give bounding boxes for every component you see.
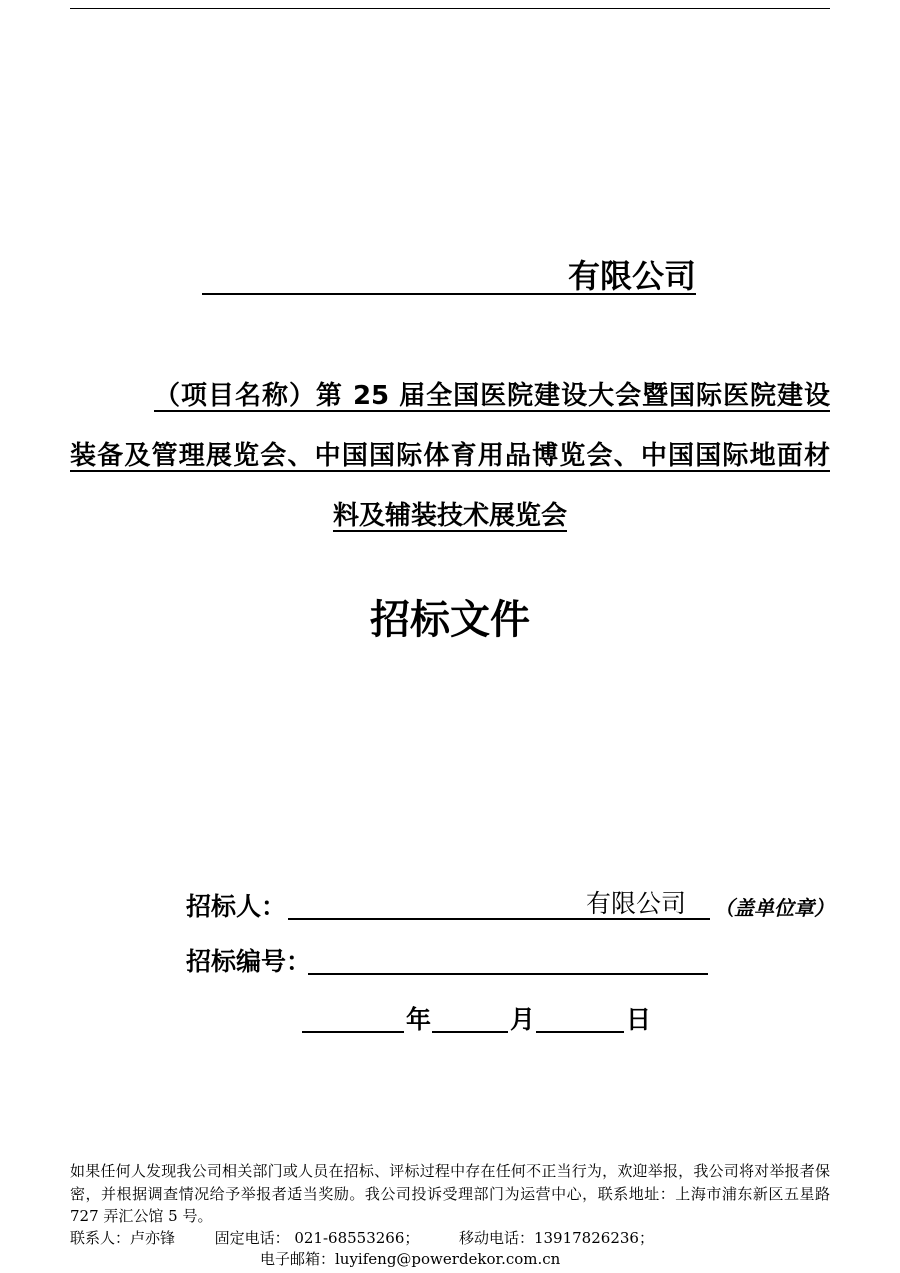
month-unit: 月 bbox=[510, 1005, 536, 1034]
seal-note: （盖单位章） bbox=[714, 896, 834, 920]
day-unit: 日 bbox=[626, 1005, 652, 1034]
year-blank bbox=[302, 1031, 404, 1033]
top-rule bbox=[70, 8, 830, 9]
landline-phone: 固定电话： 021-68553266； bbox=[214, 1229, 420, 1247]
project-name-line-2: 装备及管理展览会、中国国际体育用品博览会、中国国际地面材 bbox=[70, 441, 830, 471]
project-name bbox=[70, 366, 830, 546]
contact-email: 电子邮箱：luyifeng@powerdekor.com.cn bbox=[260, 1250, 561, 1268]
day-blank bbox=[536, 1031, 624, 1033]
tenderer-label: 招标人： bbox=[186, 892, 287, 921]
tender-number-blank bbox=[308, 973, 708, 975]
month-blank bbox=[432, 1031, 508, 1033]
complaint-notice: 如果任何人发现我公司相关部门或人员在招标、评标过程中存在任何不正当行为，欢迎举报，我公司将对举报者保密，并根据调查情况给予举报者适当奖励。我公司投诉受理部门为运营中心，联系地址：上海市浦东新区五星路 727 弄汇公馆 5 号。 bbox=[70, 1162, 830, 1225]
mobile-phone: 移动电话：13917826236； bbox=[458, 1229, 654, 1247]
contact-row bbox=[70, 1227, 654, 1249]
company-name-blank bbox=[202, 293, 696, 295]
tender-number-label: 招标编号： bbox=[186, 947, 312, 976]
project-name-line-1: （项目名称）第 25 届全国医院建设大会暨国际医院建设 bbox=[154, 381, 830, 411]
contact-person: 联系人：卢亦锋 bbox=[70, 1229, 176, 1247]
year-unit: 年 bbox=[406, 1005, 432, 1034]
tenderer-company: 有限公司 bbox=[585, 889, 686, 918]
company-heading: 有限公司 bbox=[567, 257, 696, 295]
project-name-line-3: 料及辅装技术展览会 bbox=[332, 501, 567, 531]
document-title: 招标文件 bbox=[370, 597, 530, 643]
